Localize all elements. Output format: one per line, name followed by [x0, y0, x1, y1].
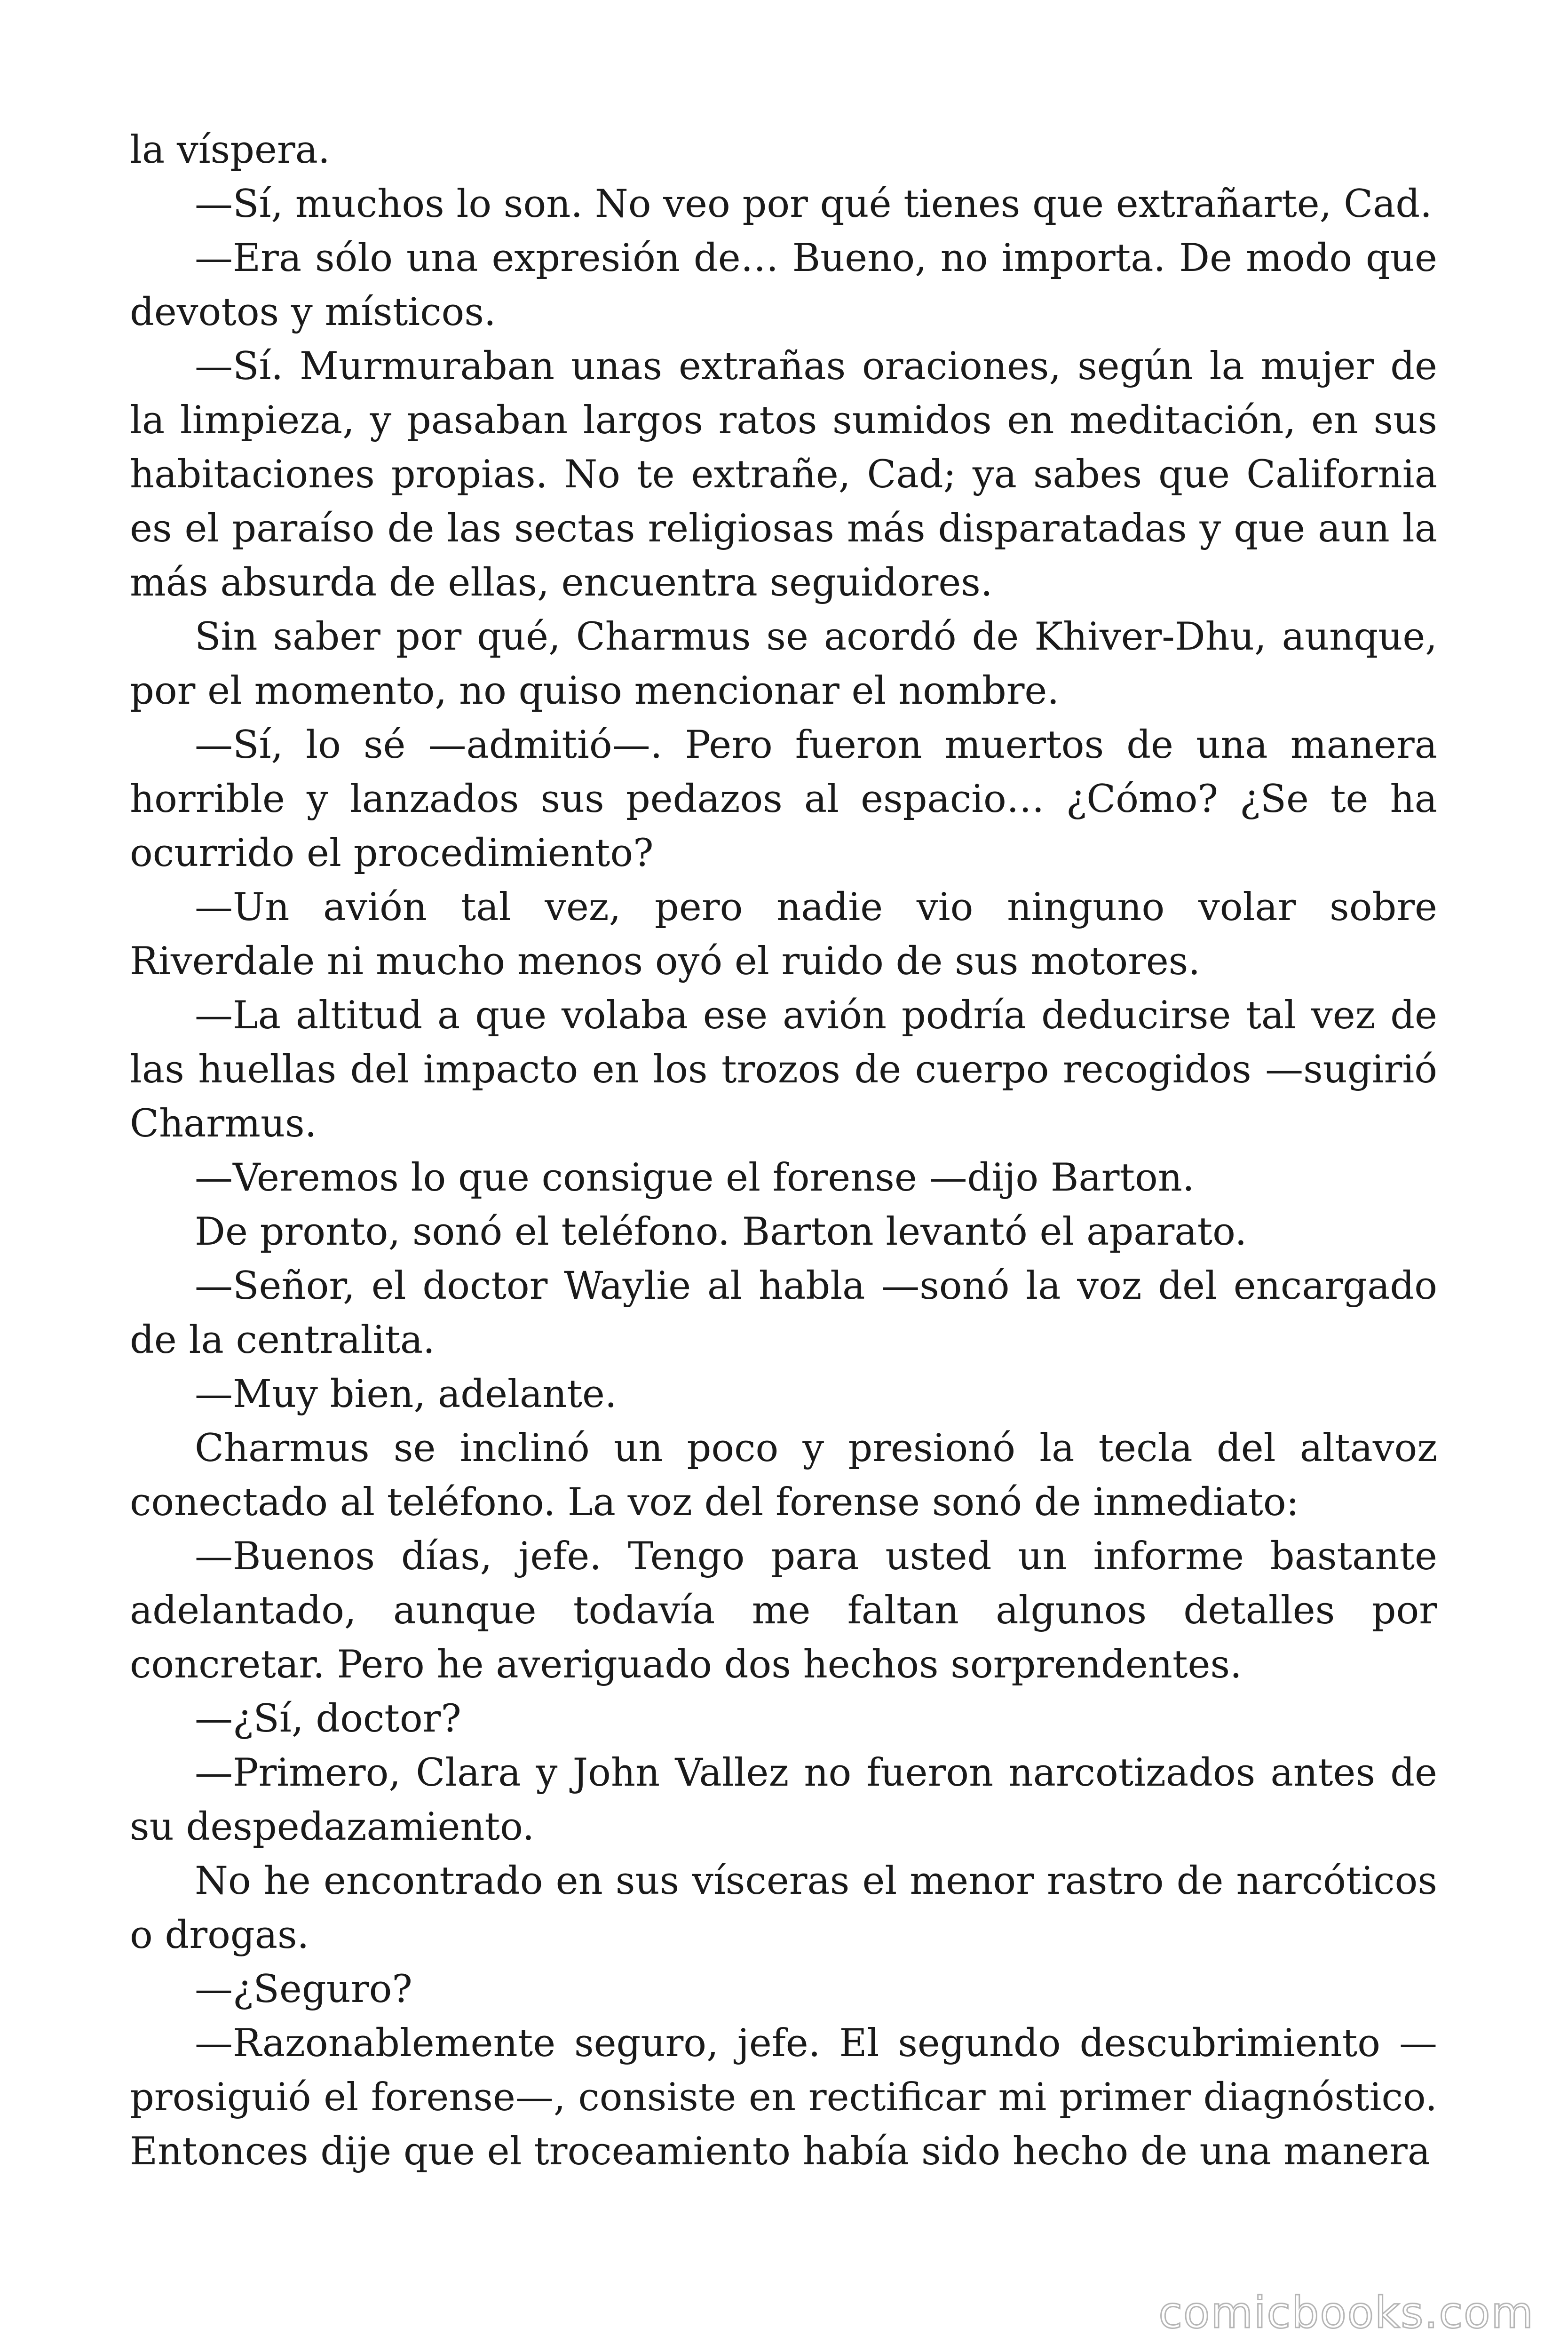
paragraph: —¿Seguro? [195, 1967, 412, 2011]
paragraph: —Muy bien, adelante. [195, 1372, 617, 1416]
paragraph: —Razonablemente seguro, jefe. El segundo descubrimiento —prosiguió el forense—, consiste en rectificar mi primer diagnóstico. Entonces dije que el troceamiento había sido hecho de una manera [130, 2021, 1437, 2174]
watermark: comicbooks.com [1158, 2288, 1534, 2338]
page-body [130, 123, 1437, 2179]
paragraph: —Un avión tal vez, pero nadie vio ninguno volar sobre Riverdale ni mucho menos oyó el ruido de sus motores. [130, 885, 1437, 984]
paragraph: Charmus se inclinó un poco y presionó la tecla del altavoz conectado al teléfono. La voz del forense sonó de inmediato: [130, 1426, 1437, 1525]
paragraph: —Veremos lo que consigue el forense —dijo Barton. [195, 1156, 1195, 1200]
paragraph: De pronto, sonó el teléfono. Barton levantó el aparato. [195, 1210, 1247, 1254]
paragraph: —Sí. Murmuraban unas extrañas oraciones, según la mujer de la limpieza, y pasaban largos ratos sumidos en meditación, en sus habitaciones propias. No te extrañe, Cad; ya sabes que California es el paraíso de las sectas religiosas más disparatadas y que aun la más absurda de ellas, encuentra seguidores. [130, 344, 1437, 605]
paragraph: —Señor, el doctor Waylie al habla —sonó la voz del encargado de la centralita. [130, 1264, 1437, 1362]
paragraph: —¿Sí, doctor? [195, 1697, 461, 1741]
paragraph: Sin saber por qué, Charmus se acordó de Khiver-Dhu, aunque, por el momento, no quiso mencionar el nombre. [130, 615, 1437, 713]
paragraph: No he encontrado en sus vísceras el menor rastro de narcóticos o drogas. [130, 1859, 1437, 1957]
paragraph: la víspera. [130, 128, 330, 172]
paragraph: —Primero, Clara y John Vallez no fueron narcotizados antes de su despedazamiento. [130, 1751, 1437, 1849]
paragraph: —La altitud a que volaba ese avión podría deducirse tal vez de las huellas del impacto en los trozos de cuerpo recogidos —sugirió Charmus. [130, 993, 1437, 1146]
paragraph: —Sí, muchos lo son. No veo por qué tienes que extrañarte, Cad. [195, 182, 1432, 226]
paragraph: —Era sólo una expresión de… Bueno, no importa. De modo que devotos y místicos. [130, 236, 1437, 334]
paragraph: —Sí, lo sé —admitió—. Pero fueron muertos de una manera horrible y lanzados sus pedazos al espacio… ¿Cómo? ¿Se te ha ocurrido el procedimiento? [130, 723, 1437, 875]
paragraph: —Buenos días, jefe. Tengo para usted un informe bastante adelantado, aunque todavía me faltan algunos detalles por concretar. Pero he averiguado dos hechos sorprendentes. [130, 1534, 1437, 1687]
